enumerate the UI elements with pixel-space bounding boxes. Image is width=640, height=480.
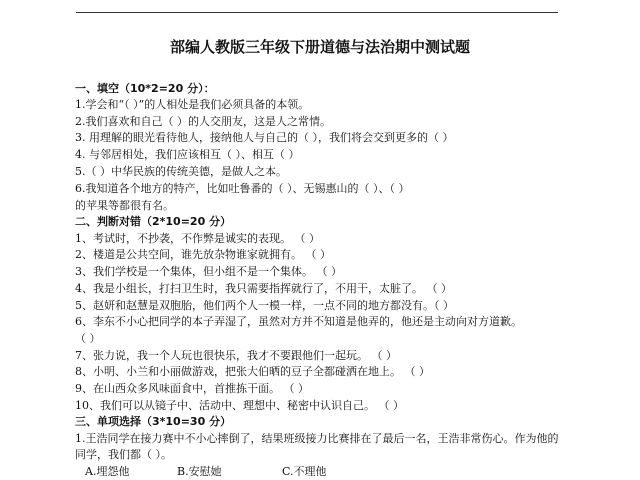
judge-item: 6、李东不小心把同学的本子弄湿了，虽然对方并不知道是他弄的，他还是主动向对方道歉。 [75, 315, 522, 328]
fill-line: 6.我知道各个地方的特产，比如吐鲁番的（ ）、无锡惠山的（ ）、（ ） [75, 182, 410, 195]
page-title: 部编人教版三年级下册道德与法治期中测试题 [169, 38, 470, 56]
judge-item: 5、赵妍和赵慧是双胞胎，他们两个人一模一样，一点不同的地方都没有。（ ） [75, 299, 454, 312]
section-1-heading: 一、填空（10*2=20 分）： [75, 82, 215, 95]
header-rule [76, 12, 558, 13]
judge-item: 4、我是小组长，打扫卫生时，我只需要指挥就行了，不用干，太脏了。 （ ） [75, 282, 452, 295]
judge-item: 2、楼道是公共空间，谁先放杂物谁家就拥有。 （ ） [75, 248, 331, 261]
section-3-heading: 三、单项选择（3*10=30 分） [75, 415, 232, 428]
option-c: C.不理他 [282, 465, 327, 478]
fill-line: 5.（ ）中华民族的传统美德，是做人之本。 [75, 165, 287, 178]
fill-line: 4. 与邻居相处，我们应该相互（ ）、相互（ ） [75, 148, 300, 161]
judge-item: 7、张力说，我一个人玩也很快乐，我才不要跟他们一起玩。 （ ） [75, 349, 397, 362]
judge-item: （ ） [75, 332, 101, 345]
fill-line: 2.我们喜欢和自己（ ）的人交朋友，这是人之常情。 [75, 115, 331, 128]
question-line: 1.王浩同学在接力赛中不小心摔倒了，结果班级接力比赛排在了最后一名，王浩非常伤心。作为他的 [75, 432, 559, 445]
judge-item: 1、考试时，不抄袭，不作弊是诚实的表现。 （ ） [75, 232, 320, 245]
judge-item: 8、小明、小兰和小丽做游戏，把张大伯晒的豆子全都碰洒在地上。 （ ） [75, 365, 430, 378]
fill-line: 1.学会和“（ ）”的人相处是我们必须具备的本领。 [75, 98, 310, 111]
judge-item: 10、我们可以从镜子中、活动中、理想中、秘密中认识自己。 （ ） [75, 399, 404, 412]
fill-line: 的苹果等都很有名。 [75, 199, 174, 212]
fill-line: 3. 用理解的眼光看待他人，接纳他人与自己的（ ），我们将会交到更多的（ ） [75, 131, 454, 144]
judge-item: 9、在山西众多风味面食中，首推拣干面。 （ ） [75, 382, 309, 395]
question-line: 同学，我们都（ ）。 [75, 448, 172, 461]
option-a: A.埋怨他 [85, 465, 130, 478]
section-2-heading: 二、判断对错（2*10=20 分） [75, 215, 232, 228]
option-b: B.安慰她 [177, 465, 222, 478]
judge-item: 3、我们学校是一个集体，但小组不是一个集体。 （ ） [75, 265, 342, 278]
